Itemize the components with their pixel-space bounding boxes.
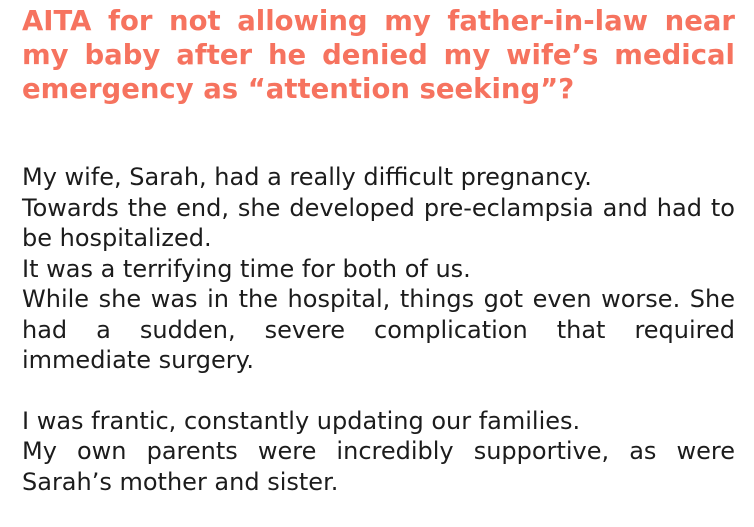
body-text-line: It was a terrifying time for both of us. xyxy=(22,254,471,283)
body-text-line: Towards the end, she developed pre-eclampsia and had to be hospitalized. xyxy=(22,193,735,252)
body-text-line: My own parents were incredibly supportive, as were Sarah’s mother and sister. xyxy=(22,437,735,496)
body-text-line: I was frantic, constantly updating our families. xyxy=(22,406,581,435)
paragraph-block xyxy=(22,406,735,498)
body-text-line: My wife, Sarah, had a really difficult pregnancy. xyxy=(22,163,592,191)
article xyxy=(22,4,735,527)
article-title: AITA for not allowing my father-in-law near my baby after he denied my wife’s medical emergency as “attention seeking”? xyxy=(22,5,735,105)
body-text-line: While she was in the hospital, things got even worse. She had a sudden, severe complication that required immediate surgery. xyxy=(22,285,735,374)
paragraph-block xyxy=(22,162,735,376)
article-body xyxy=(22,162,735,497)
